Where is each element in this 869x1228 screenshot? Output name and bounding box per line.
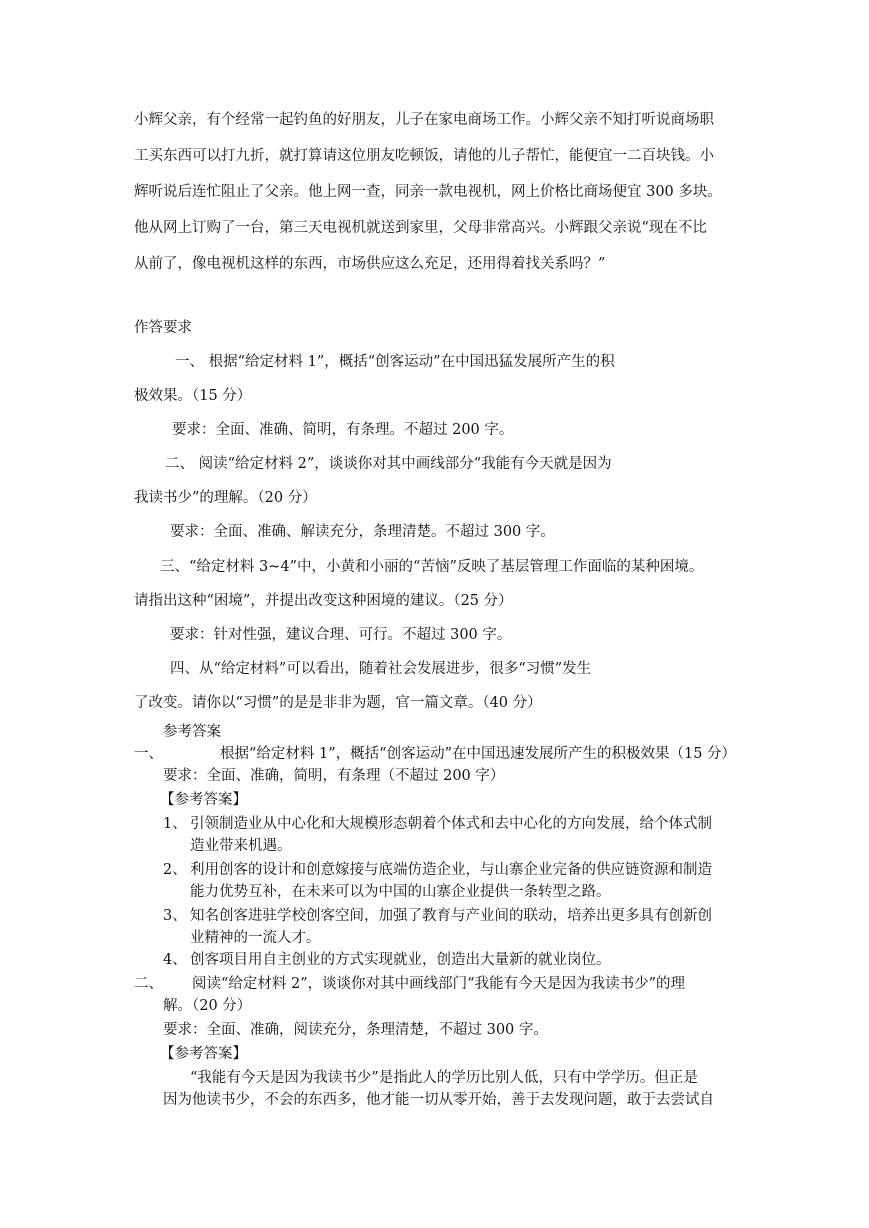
question-2-line: 我读书少”的理解。（20 分） bbox=[134, 490, 317, 506]
question-4-line: 了改变。请你以“习惯”的是是非非为题，官一篇文章。（40 分） bbox=[134, 695, 542, 711]
answer-2-ref-label: 【参考答案】 bbox=[160, 1046, 247, 1062]
answer-1-item-line: 能力优势互补，在未来可以为中国的山寨企业提供一条转型之路。 bbox=[190, 884, 611, 900]
answers-heading: 参考答案 bbox=[163, 724, 221, 740]
question-1-line: 极效果。（15 分） bbox=[134, 388, 252, 404]
answer-2-number: 二、 bbox=[134, 976, 163, 992]
answer-1-item-line: 利用创客的设计和创意嫁接与底端仿造企业，与山寨企业完备的供应链资源和制造 bbox=[190, 862, 712, 878]
answer-1-item-line: 业精神的一流人才。 bbox=[190, 930, 321, 946]
answer-1-ref-label: 【参考答案】 bbox=[160, 792, 247, 808]
answer-1-requirement: 要求：全面、准确，简明，有条理（不超过 200 字） bbox=[163, 768, 505, 784]
answer-1-item-line: 知名创客进驻学校创客空间，加强了教育与产业间的联动，培养出更多具有创新创 bbox=[190, 908, 712, 924]
answer-1-item-line: 造业带来机遇。 bbox=[190, 838, 292, 854]
answer-1-item-number: 3、 bbox=[163, 908, 187, 924]
requirements-heading: 作答要求 bbox=[134, 320, 192, 336]
material-line: 从前了，像电视机这样的东西，市场供应这么充足，还用得着找关系吗？” bbox=[134, 256, 606, 272]
answer-2-body-line: 因为他读书少，不会的东西多，他才能一切从零开始，善于去发现问题，敢于去尝试自 bbox=[163, 1092, 714, 1108]
answer-2-requirement: 要求：全面、准确，阅读充分，条理清楚，不超过 300 字。 bbox=[163, 1022, 548, 1038]
question-3-line: 请指出这种“困境”，并提出改变这种困境的建议。（25 分） bbox=[134, 593, 513, 609]
answer-1-item-number: 2、 bbox=[163, 862, 187, 878]
material-line: 辉听说后连忙阻止了父亲。他上网一查，同亲一款电视机，网上价格比商场便宜 300 多块。 bbox=[134, 184, 722, 200]
question-2-requirement: 要求：全面、准确、解读充分，条理清楚。不超过 300 字。 bbox=[170, 524, 555, 540]
material-line: 他从网上订购了一台，第三天电视机就送到家里，父母非常高兴。小辉跟父亲说“现在不比 bbox=[134, 220, 707, 236]
answer-1-number: 一、 bbox=[134, 746, 163, 762]
answer-1-item-line: 引领制造业从中心化和大规模形态朝着个体式和去中心化的方向发展，给个体式制 bbox=[190, 816, 712, 832]
material-line: 小辉父亲，有个经常一起钓鱼的好朋友，儿子在家电商场工作。小辉父亲不知打听说商场职 bbox=[134, 112, 714, 128]
answer-1-title: 根据“给定材料 1”，概括“创客运动”在中国迅速发展所产生的积极效果（15 分） bbox=[220, 746, 737, 762]
question-1-requirement: 要求：全面、准确、简明，有条理。不超过 200 字。 bbox=[172, 422, 514, 438]
answer-1-item-line: 创客项目用自主创业的方式实现就业，创造出大量新的就业岗位。 bbox=[190, 952, 611, 968]
answer-1-item-number: 1、 bbox=[163, 816, 187, 832]
question-1-line: 一、 根据“给定材料 1”，概括“创客运动”在中国迅猛发展所产生的积 bbox=[175, 354, 615, 370]
question-2-line: 二、 阅读“给定材料 2”，谈谈你对其中画线部分“我能有今天就是因为 bbox=[165, 456, 612, 472]
question-4-line: 四、从“给定材料”可以看出，随着社会发展进步，很多“习惯”发生 bbox=[170, 661, 592, 677]
answer-1-item-number: 4、 bbox=[163, 952, 187, 968]
answer-2-body-line: “我能有今天是因为我读书少”是指此人的学历比别人低，只有中学学历。但正是 bbox=[190, 1070, 698, 1086]
question-3-requirement: 要求：针对性强，建议合理、可行。不超过 300 字。 bbox=[170, 627, 512, 643]
material-line: 工买东西可以打九折，就打算请这位朋友吃顿饭，请他的儿子帮忙，能便宜一二百块钱。小 bbox=[134, 148, 714, 164]
answer-2-title-line: 阅读“给定材料 2”，谈谈你对其中画线部门“我能有今天是因为我读书少”的理 bbox=[192, 976, 685, 992]
question-3-line: 三、“给定材料 3~4”中，小黄和小丽的“苦恼”反映了基层管理工作面临的某种困境。 bbox=[160, 559, 704, 575]
answer-2-title-line: 解。（20 分） bbox=[163, 998, 252, 1014]
